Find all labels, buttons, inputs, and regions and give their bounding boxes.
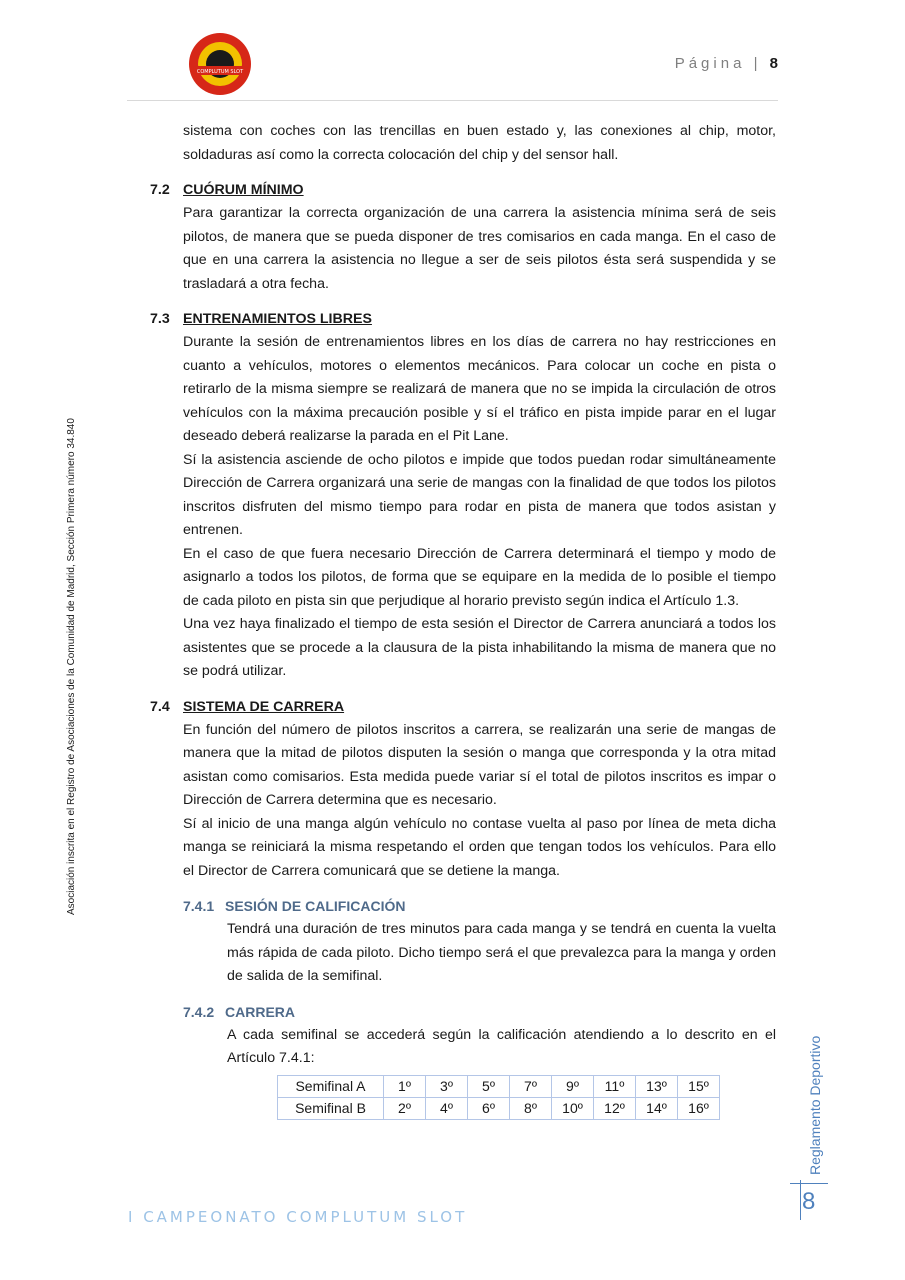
section-number: 7.3 bbox=[150, 311, 170, 327]
table-cell: 11º bbox=[594, 1075, 636, 1097]
table-cell: 9º bbox=[552, 1075, 594, 1097]
table-cell: 12º bbox=[594, 1097, 636, 1119]
intro-paragraph: sistema con coches con las trencillas en buen estado y, las conexiones al chip, motor, soldaduras así como la correcta colocación del chip y del sensor hall. bbox=[183, 123, 776, 163]
section-7-4-2 bbox=[150, 1000, 776, 1071]
paragraph: Tendrá una duración de tres minutos para cada manga y se tendrá en cuenta la vuelta más rápida de cada piloto. Dicho tiempo será el que prevalezca para la manga y orden de salida de la semifinal. bbox=[227, 921, 776, 984]
table-cell: 7º bbox=[510, 1075, 552, 1097]
paragraph: Sí la asistencia asciende de ocho pilotos e impide que todos puedan rodar simultáneamente Dirección de Carrera organizará una serie de mangas con la finalidad de que todos los pilotos inscritos disfruten del mismo tiempo para rodar en pista de manera que todos asistan y entrenen. bbox=[183, 451, 776, 538]
section-title: CUÓRUM MÍNIMO bbox=[183, 182, 304, 198]
side-page-number: 8 bbox=[802, 1188, 816, 1215]
table-cell: 10º bbox=[552, 1097, 594, 1119]
subsection-number: 7.4.1 bbox=[183, 898, 215, 914]
header-divider bbox=[127, 100, 778, 101]
section-7-4 bbox=[150, 695, 776, 884]
section-title: ENTRENAMIENTOS LIBRES bbox=[183, 311, 372, 327]
semifinal-table bbox=[277, 1075, 720, 1120]
paragraph: Sí al inicio de una manga algún vehículo no contase vuelta al paso por línea de meta dicha manga se reiniciará la misma respetando el orden que tengan todos los vehículos. Para ello el Director de Carrera comunicará que se detiene la manga. bbox=[183, 815, 776, 879]
section-title: SISTEMA DE CARRERA bbox=[183, 698, 345, 715]
table-row bbox=[278, 1075, 720, 1097]
section-number: 7.2 bbox=[150, 182, 170, 198]
table-cell: 2º bbox=[384, 1097, 426, 1119]
paragraph: Una vez haya finalizado el tiempo de esta sesión el Director de Carrera anunciará a todos los asistentes que se procede a la clausura de la pista inhabilitando la misma de manera que no se podrá utilizar. bbox=[183, 616, 776, 679]
table-cell: 5º bbox=[468, 1075, 510, 1097]
side-divider bbox=[800, 1180, 801, 1220]
paragraph: A cada semifinal se accederá según la calificación atendiendo a lo descrito en el Artículo 7.4.1: bbox=[227, 1026, 776, 1066]
subsection-title: SESIÓN DE CALIFICACIÓN bbox=[225, 898, 406, 914]
document-body bbox=[150, 120, 776, 1120]
table-cell: 14º bbox=[636, 1097, 678, 1119]
paragraph: En función del número de pilotos inscritos a carrera, se realizarán una serie de mangas de manera que la mitad de pilotos disputen la sesión o manga que corresponda y la otra mitad asistan como comisarios. Esta medida puede variar sí el total de pilotos inscritos es impar o Dirección de Carrera determina que es necesario. bbox=[183, 721, 776, 808]
table-row bbox=[278, 1097, 720, 1119]
table-cell: 13º bbox=[636, 1075, 678, 1097]
logo-text: COMPLUTUM SLOT bbox=[196, 69, 244, 75]
footer-title: I CAMPEONATO COMPLUTUM SLOT bbox=[128, 1208, 468, 1226]
section-number: 7.4 bbox=[150, 698, 170, 715]
table-cell: 15º bbox=[678, 1075, 720, 1097]
table-cell: 16º bbox=[678, 1097, 720, 1119]
paragraph: En el caso de que fuera necesario Dirección de Carrera determinará el tiempo y modo de asignarlo a todos los pilotos, de forma que se equipare en la medida de lo posible el tiempo de cada piloto en pista sin que perjudique al horario previsto según indica el Artículo 1.3. bbox=[183, 545, 776, 609]
subsection-title: CARRERA bbox=[225, 1003, 295, 1020]
association-note: Asociación inscrita en el Registro de Asociaciones de la Comunidad de Madrid, Sección Primera número 34.840 bbox=[66, 418, 77, 915]
section-7-3 bbox=[150, 307, 776, 684]
subsection-number: 7.4.2 bbox=[183, 1003, 215, 1020]
row-label: Semifinal B bbox=[278, 1097, 384, 1119]
table-cell: 3º bbox=[426, 1075, 468, 1097]
club-logo bbox=[188, 32, 252, 96]
page-label: Página | bbox=[674, 55, 762, 72]
paragraph: Para garantizar la correcta organización de una carrera la asistencia mínima será de seis pilotos, de manera que se pueda disponer de tres comisarios en cada manga. En el caso de que en una carrera la asistencia no llegue a ser de seis pilotos ésta será suspendida y se trasladará a otra fecha. bbox=[183, 205, 776, 292]
table-cell: 1º bbox=[384, 1075, 426, 1097]
table-cell: 4º bbox=[426, 1097, 468, 1119]
table-cell: 6º bbox=[468, 1097, 510, 1119]
document-label: Reglamento Deportivo bbox=[807, 1035, 823, 1175]
side-divider-horizontal bbox=[790, 1183, 828, 1184]
row-label: Semifinal A bbox=[278, 1075, 384, 1097]
page-number: 8 bbox=[769, 55, 778, 72]
section-7-4-1 bbox=[150, 894, 776, 989]
section-7-2 bbox=[150, 178, 776, 296]
paragraph: Durante la sesión de entrenamientos libres en los días de carrera no hay restricciones en cuanto a vehículos, motores o elementos mecánicos. Para colocar un coche en pista o retirarlo de la misma siempre se realizará de manera que no se impida la circulación de otros vehículos con la máxima precaución posible y sí el tráfico en pista impide parar en el lugar deseado deberá realizarse la parada en el Pit Lane. bbox=[183, 334, 776, 444]
table-cell: 8º bbox=[510, 1097, 552, 1119]
page-header bbox=[675, 55, 778, 72]
